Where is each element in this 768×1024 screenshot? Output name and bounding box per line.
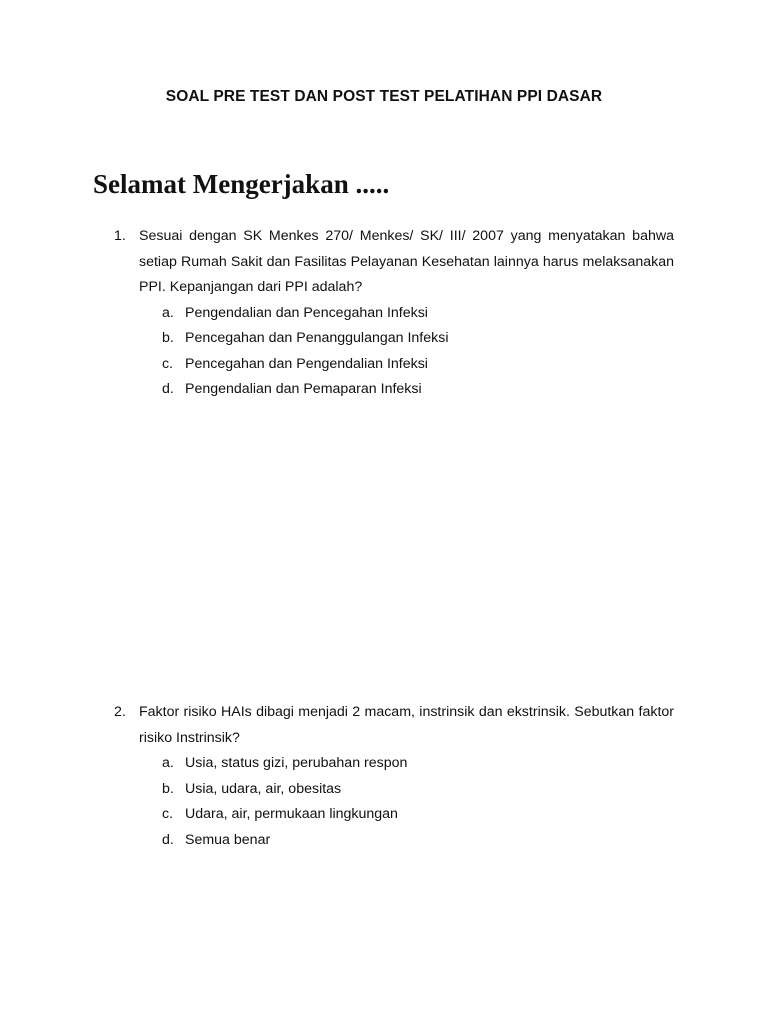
answer-option-d xyxy=(162,377,674,403)
answer-option-b xyxy=(162,777,674,803)
option-text: Pencegahan dan Pengendalian Infeksi xyxy=(185,355,428,372)
option-text: Udara, air, permukaan lingkungan xyxy=(185,806,398,822)
question-1 xyxy=(114,224,674,403)
option-text: Pengendalian dan Pemaparan Infeksi xyxy=(185,381,422,397)
answer-option-c xyxy=(162,802,674,828)
answer-option-a xyxy=(162,751,674,777)
option-letter: c. xyxy=(162,806,174,822)
option-text: Usia, udara, air, obesitas xyxy=(185,780,342,797)
question-number: 1. xyxy=(114,228,126,244)
option-text: Pencegahan dan Penanggulangan Infeksi xyxy=(185,330,449,346)
question-text: Faktor risiko HAIs dibagi menjadi 2 macam, instrinsik dan ekstrinsik. Sebutkan faktor risiko Instrinsik? xyxy=(139,704,674,746)
option-letter: b. xyxy=(162,780,174,797)
question-number: 2. xyxy=(114,704,126,720)
option-letter: a. xyxy=(162,304,174,321)
option-text: Pengendalian dan Pencegahan Infeksi xyxy=(185,304,428,321)
answer-option-c xyxy=(162,352,674,378)
greeting-heading: Selamat Mengerjakan ..... xyxy=(93,169,390,199)
question-2 xyxy=(114,700,674,853)
answer-options xyxy=(114,751,674,853)
answer-option-a xyxy=(162,301,674,327)
option-text: Semua benar xyxy=(185,831,271,848)
option-letter: a. xyxy=(162,755,174,771)
option-letter: c. xyxy=(162,355,174,372)
document-title: SOAL PRE TEST DAN POST TEST PELATIHAN PPI DASAR xyxy=(165,88,603,105)
option-letter: d. xyxy=(162,381,174,397)
option-letter: b. xyxy=(162,330,174,346)
option-letter: d. xyxy=(162,831,174,848)
answer-option-b xyxy=(162,326,674,352)
option-text: Usia, status gizi, perubahan respon xyxy=(185,755,408,771)
question-text: Sesuai dengan SK Menkes 270/ Menkes/ SK/ III/ 2007 yang menyatakan bahwa setiap Rumah Sakit dan Fasilitas Pelayanan Kesehatan lainnya harus melaksanakan PPI. Kepanjangan dari PPI adalah? xyxy=(139,228,674,295)
answer-options xyxy=(114,301,674,403)
answer-option-d xyxy=(162,828,674,854)
